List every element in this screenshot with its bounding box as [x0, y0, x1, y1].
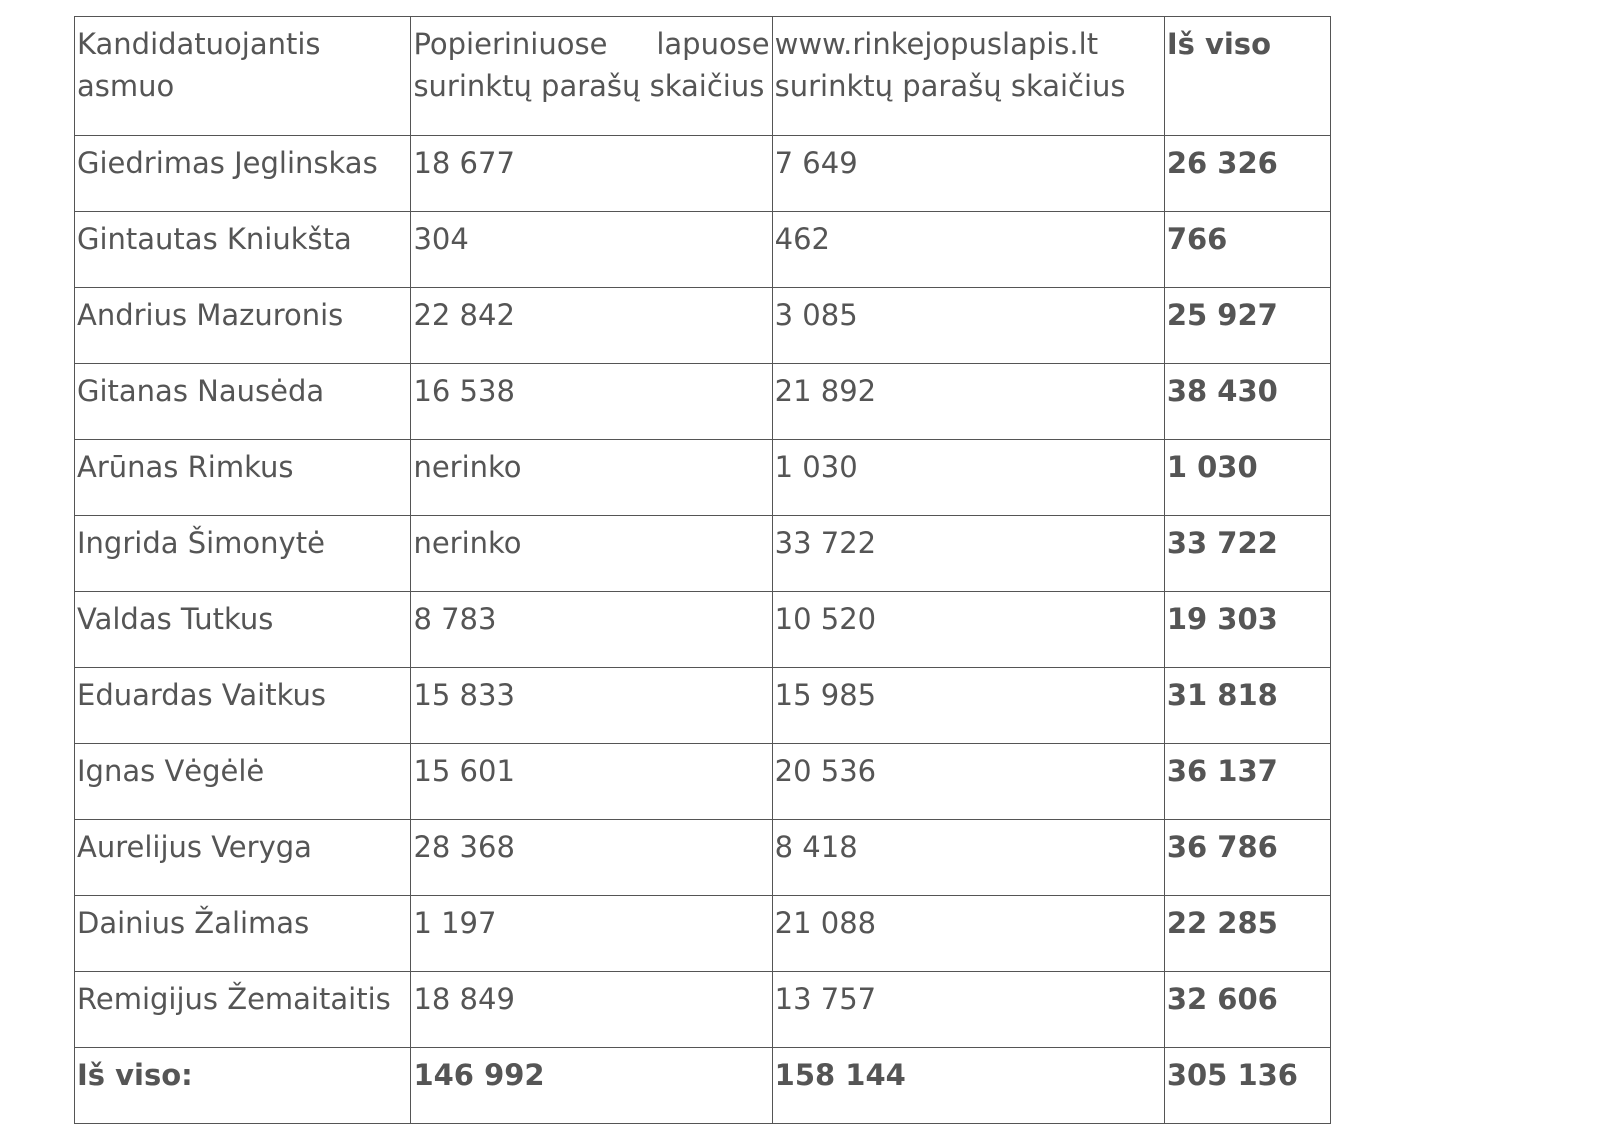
online-count: 8 418: [772, 820, 1164, 896]
paper-count: 8 783: [411, 592, 772, 668]
header-paper-line2: surinktų parašų skaičius: [413, 69, 765, 103]
online-count: 462: [772, 212, 1164, 288]
header-online-signatures: [772, 17, 1164, 136]
row-total: 36 786: [1164, 820, 1330, 896]
row-total: 38 430: [1164, 364, 1330, 440]
row-total: 19 303: [1164, 592, 1330, 668]
candidate-name: Dainius Žalimas: [75, 896, 411, 972]
paper-count: 15 601: [411, 744, 772, 820]
candidate-name: Giedrimas Jeglinskas: [75, 136, 411, 212]
totals-online: 158 144: [772, 1048, 1164, 1124]
table-row: [75, 440, 1331, 516]
table-row: [75, 896, 1331, 972]
candidate-name: Andrius Mazuronis: [75, 288, 411, 364]
table-row: [75, 668, 1331, 744]
header-online-line1: www.rinkejopuslapis.lt: [774, 27, 1099, 61]
header-paper-word2: lapuose: [656, 27, 770, 61]
online-count: 21 892: [772, 364, 1164, 440]
candidate-name: Eduardas Vaitkus: [75, 668, 411, 744]
table-row: [75, 364, 1331, 440]
totals-label: Iš viso:: [75, 1048, 411, 1124]
header-online-line2: surinktų parašų skaičius: [774, 69, 1126, 103]
candidate-name: Remigijus Žemaitaitis: [75, 972, 411, 1048]
row-total: 25 927: [1164, 288, 1330, 364]
online-count: 13 757: [772, 972, 1164, 1048]
paper-count: 18 849: [411, 972, 772, 1048]
header-paper-word1: Popieriniuose: [413, 27, 608, 61]
row-total: 22 285: [1164, 896, 1330, 972]
table-row: [75, 820, 1331, 896]
paper-count: 18 677: [411, 136, 772, 212]
row-total: 36 137: [1164, 744, 1330, 820]
online-count: 7 649: [772, 136, 1164, 212]
header-paper-line1: [413, 23, 771, 65]
header-candidate: Kandidatuojantis asmuo: [75, 17, 411, 136]
candidate-name: Arūnas Rimkus: [75, 440, 411, 516]
row-total: 31 818: [1164, 668, 1330, 744]
candidate-name: Ignas Vėgėlė: [75, 744, 411, 820]
candidate-name: Ingrida Šimonytė: [75, 516, 411, 592]
candidate-name: Gitanas Nausėda: [75, 364, 411, 440]
row-total: 1 030: [1164, 440, 1330, 516]
table-row: [75, 516, 1331, 592]
candidate-name: Gintautas Kniukšta: [75, 212, 411, 288]
paper-count: 22 842: [411, 288, 772, 364]
table-row: [75, 288, 1331, 364]
totals-paper: 146 992: [411, 1048, 772, 1124]
online-count: 15 985: [772, 668, 1164, 744]
table-header-row: [75, 17, 1331, 136]
paper-count: 15 833: [411, 668, 772, 744]
online-count: 1 030: [772, 440, 1164, 516]
paper-count: 1 197: [411, 896, 772, 972]
totals-grand-total: 305 136: [1164, 1048, 1330, 1124]
online-count: 33 722: [772, 516, 1164, 592]
table-row: [75, 592, 1331, 668]
header-total: Iš viso: [1164, 17, 1330, 136]
paper-count: 304: [411, 212, 772, 288]
row-total: 766: [1164, 212, 1330, 288]
paper-count: 16 538: [411, 364, 772, 440]
paper-count: nerinko: [411, 516, 772, 592]
online-count: 20 536: [772, 744, 1164, 820]
online-count: 21 088: [772, 896, 1164, 972]
table-totals-row: [75, 1048, 1331, 1124]
candidate-name: Valdas Tutkus: [75, 592, 411, 668]
candidate-name: Aurelijus Veryga: [75, 820, 411, 896]
table-row: [75, 972, 1331, 1048]
header-paper-signatures: [411, 17, 772, 136]
signatures-table: [74, 16, 1331, 1124]
row-total: 32 606: [1164, 972, 1330, 1048]
row-total: 33 722: [1164, 516, 1330, 592]
paper-count: 28 368: [411, 820, 772, 896]
table-row: [75, 212, 1331, 288]
table-row: [75, 744, 1331, 820]
paper-count: nerinko: [411, 440, 772, 516]
table-row: [75, 136, 1331, 212]
online-count: 3 085: [772, 288, 1164, 364]
online-count: 10 520: [772, 592, 1164, 668]
row-total: 26 326: [1164, 136, 1330, 212]
